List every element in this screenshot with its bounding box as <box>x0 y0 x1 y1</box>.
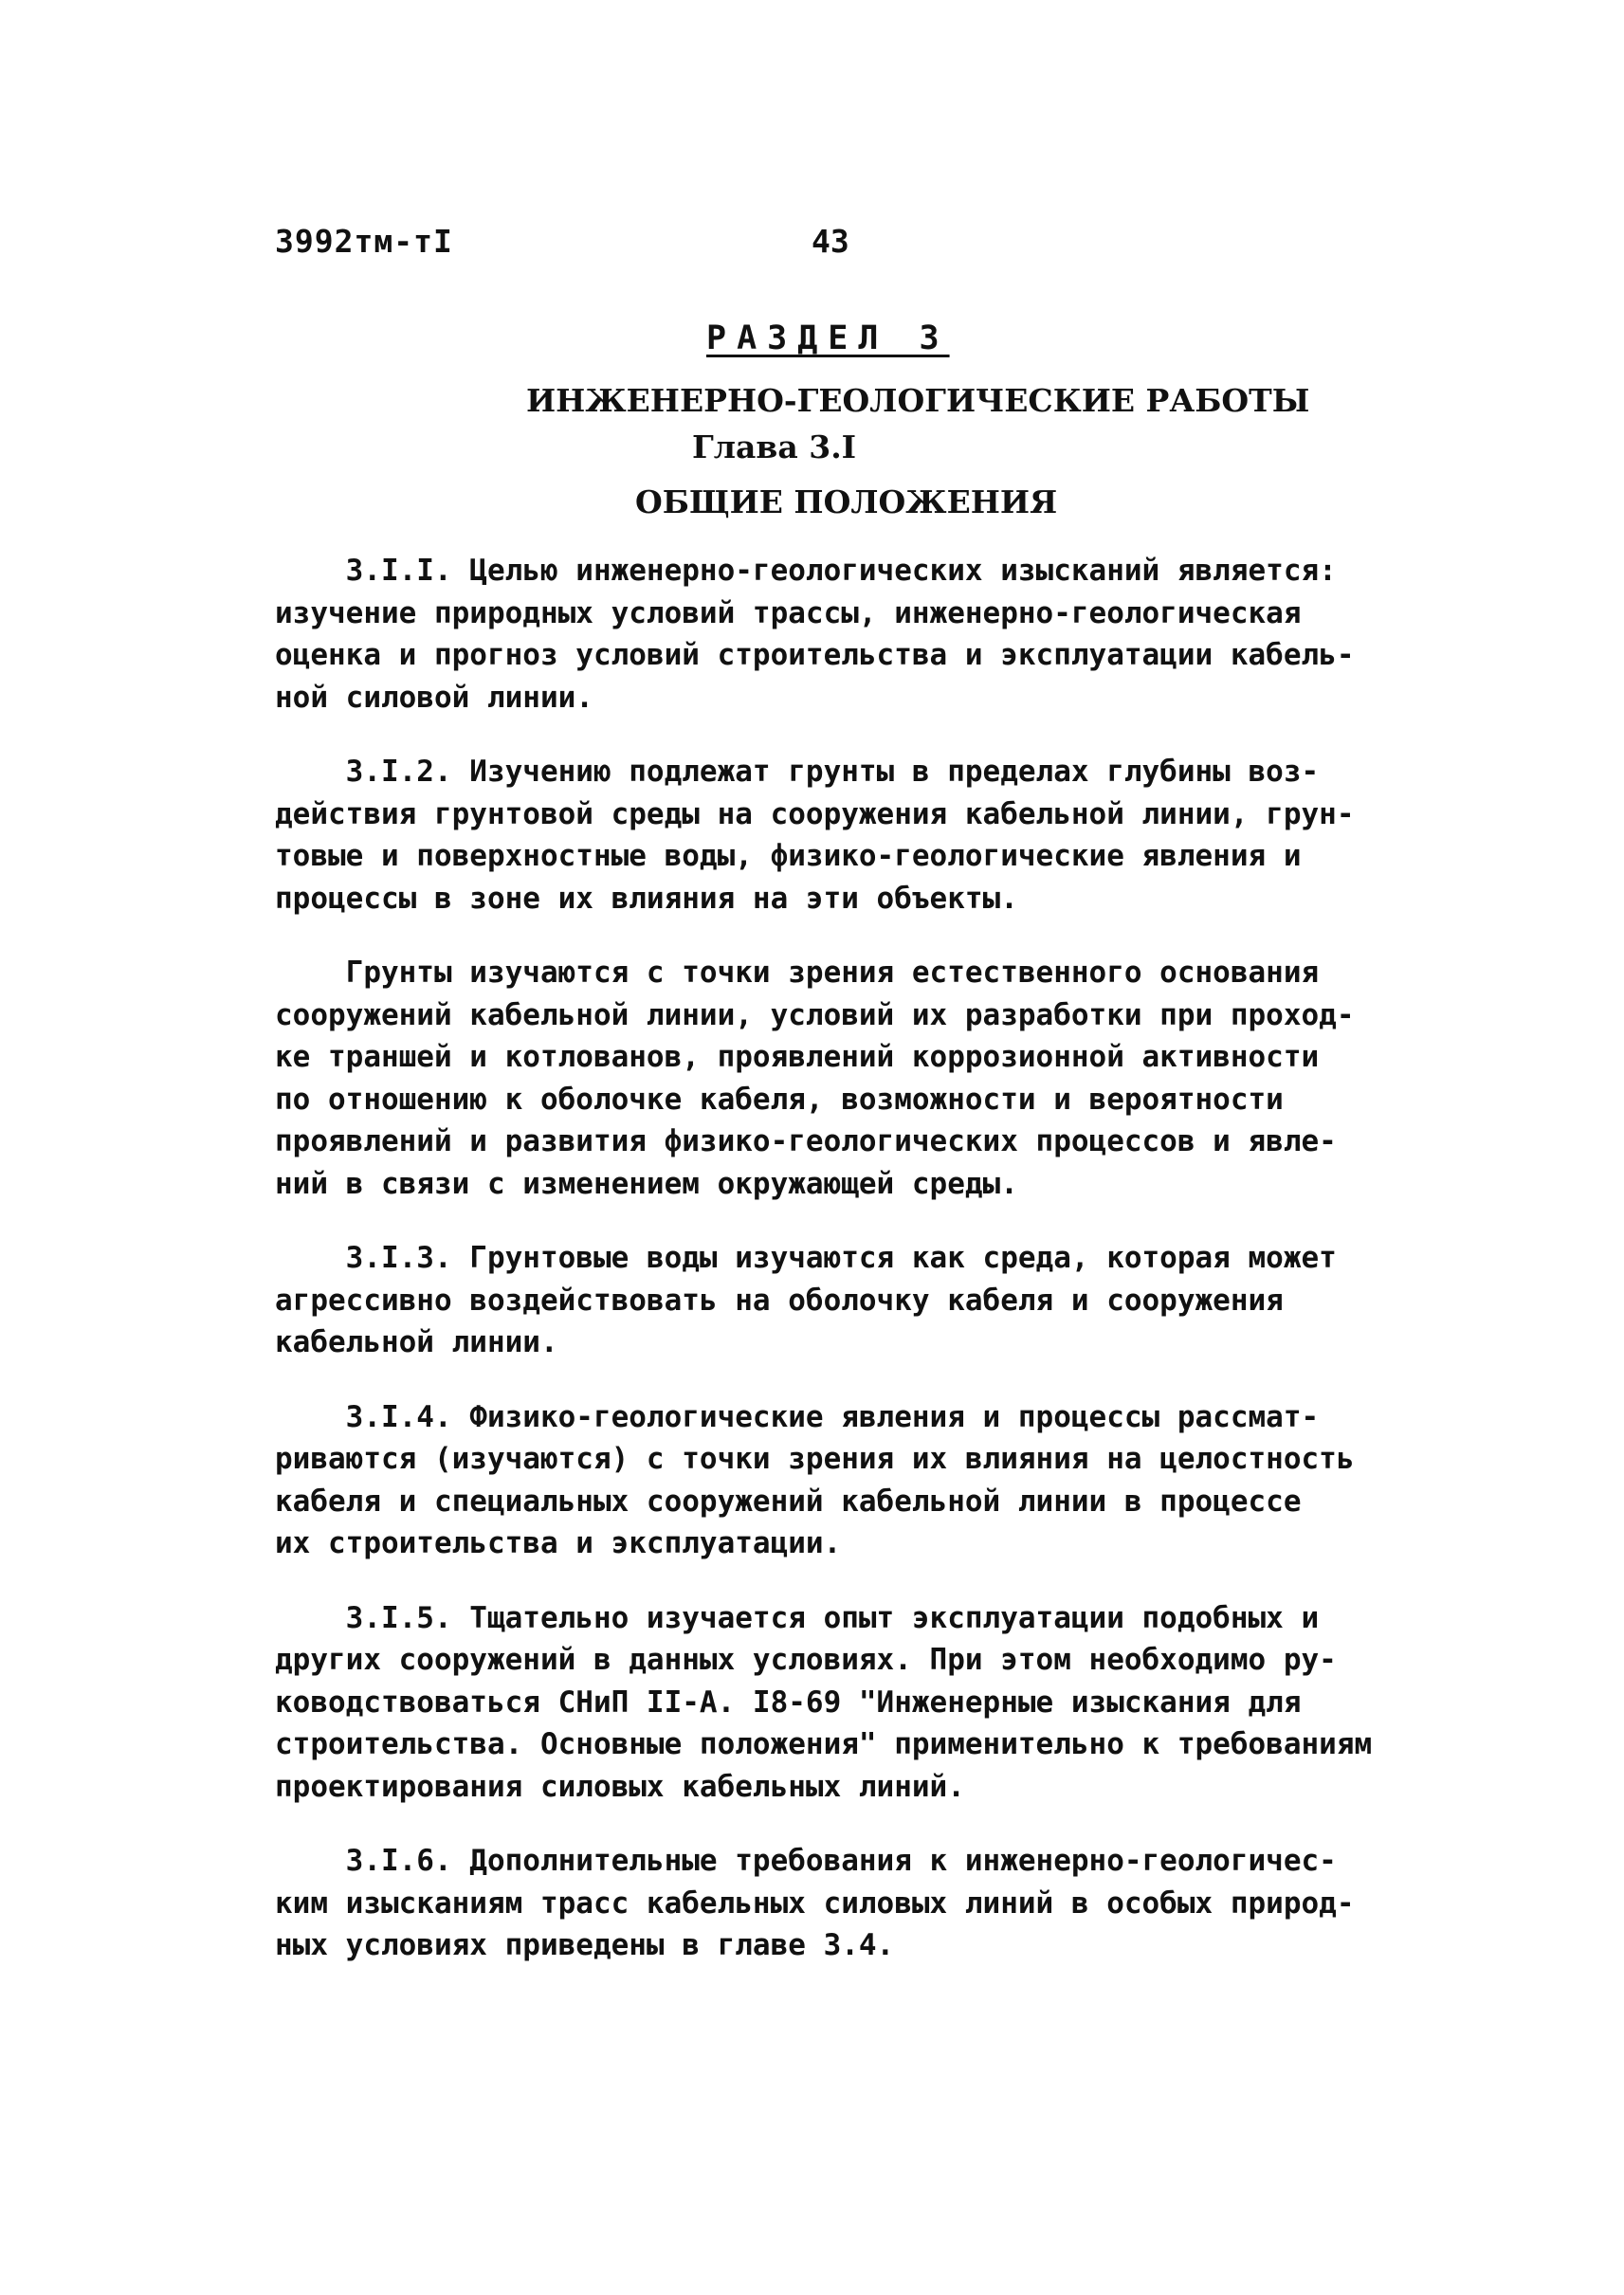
text-line: проявлений и развития физико-геологических процессов и явле- <box>275 1124 1337 1158</box>
paragraph-soils <box>275 952 1384 1205</box>
text-line: 3.I.6. Дополнительные требования к инженерно-геологичес- <box>275 1844 1337 1878</box>
text-line: кабельной линии. <box>275 1325 558 1359</box>
page-number: 43 <box>812 223 849 260</box>
text-line: 3.I.I. Целью инженерно-геологических изысканий является: <box>275 554 1337 588</box>
document-code: 3992тм-тI <box>275 223 453 260</box>
paragraph-3-1-3 <box>275 1237 1384 1364</box>
text-line: процессы в зоне их влияния на эти объекты. <box>275 881 1018 916</box>
text-line: ний в связи с изменением окружающей среды. <box>275 1166 1018 1201</box>
text-line: их строительства и эксплуатации. <box>275 1526 842 1560</box>
text-line: ководствоваться СНиП II-А. I8-69 "Инженерные изыскания для <box>275 1685 1302 1720</box>
chapter-title: Глава 3.I <box>692 428 857 465</box>
text-line: 3.I.4. Физико-геологические явления и процессы рассмат- <box>275 1399 1320 1434</box>
section-subtitle: ИНЖЕНЕРНО-ГЕОЛОГИЧЕСКИЕ РАБОТЫ <box>526 382 1310 419</box>
text-line: 3.I.2. Изучению подлежат грунты в пределах глубины воз- <box>275 755 1320 789</box>
section-title: РАЗДЕЛ 3 <box>706 319 950 357</box>
paragraph-3-1-1 <box>275 550 1384 719</box>
text-line: ким изысканиям трасс кабельных силовых линий в особых природ- <box>275 1885 1355 1921</box>
text-line: 3.I.5. Тщательно изучается опыт эксплуатации подобных и <box>275 1600 1320 1635</box>
text-line: Грунты изучаются с точки зрения естественного основания <box>275 956 1320 990</box>
paragraph-3-1-2 <box>275 751 1384 920</box>
paragraph-3-1-4 <box>275 1396 1384 1565</box>
paragraph-3-1-6 <box>275 1840 1384 1967</box>
text-line: изучение природных условий трассы, инженерно-геологическая <box>275 595 1302 630</box>
body-text <box>275 550 1384 1999</box>
text-line: товые и поверхностные воды, физико-геологические явления и <box>275 839 1302 873</box>
text-line: оценка и прогноз условий строительства и эксплуатации кабель- <box>275 638 1355 672</box>
text-line: сооружений кабельной линии, условий их разработки при проход- <box>275 997 1355 1032</box>
paragraph-3-1-5 <box>275 1597 1384 1809</box>
text-line: ке траншей и котлованов, проявлений коррозионной активности <box>275 1040 1320 1074</box>
text-line: кабеля и специальных сооружений кабельной линии в процессе <box>275 1484 1302 1519</box>
text-line: строительства. Основные положения" применительно к требованиям <box>275 1727 1373 1761</box>
chapter-subtitle: ОБЩИЕ ПОЛОЖЕНИЯ <box>635 483 1058 520</box>
text-line: других сооружений в данных условиях. При этом необходимо ру- <box>275 1643 1337 1677</box>
text-line: риваются (изучаются) с точки зрения их влияния на целостность <box>275 1442 1355 1476</box>
text-line: ной силовой линии. <box>275 680 593 715</box>
text-line: действия грунтовой среды на сооружения кабельной линии, грун- <box>275 796 1355 831</box>
text-line: агрессивно воздействовать на оболочку кабеля и сооружения <box>275 1283 1284 1318</box>
text-line: ных условиях приведены в главе 3.4. <box>275 1928 895 1962</box>
text-line: 3.I.3. Грунтовые воды изучаются как среда, которая может <box>275 1241 1337 1275</box>
text-line: по отношению к оболочке кабеля, возможности и вероятности <box>275 1082 1284 1117</box>
text-line: проектирования силовых кабельных линий. <box>275 1769 965 1804</box>
